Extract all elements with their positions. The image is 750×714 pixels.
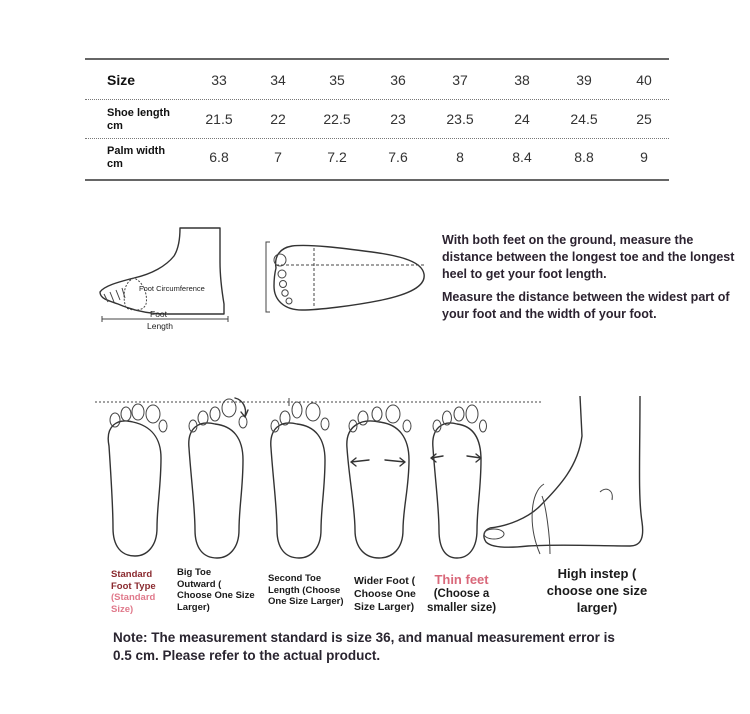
instruction-paragraph-2: Measure the distance between the widest part of your foot and the width of your foot. [442, 290, 730, 321]
palm-width-cell: 8.4 [512, 149, 532, 165]
foot-side-view-illustration [96, 222, 236, 334]
caption-high-instep [540, 565, 654, 616]
shoe-length-cell: 24 [514, 111, 530, 127]
shoe-length-cell: 25 [636, 111, 652, 127]
caption-big-toe-outward [177, 567, 255, 613]
foot-types-illustration [95, 396, 545, 566]
palm-width-cell: 7.2 [327, 149, 347, 165]
header-size-cell: 37 [452, 72, 468, 88]
caption-line: Size) [111, 603, 134, 615]
caption-line: (Choose a [433, 588, 490, 600]
shoe-length-label-line1: Shoe length [107, 107, 170, 119]
palm-width-cell: 8 [456, 149, 464, 165]
standard-foot [108, 404, 167, 556]
big-toe [484, 529, 504, 539]
header-size-cell: 39 [576, 72, 592, 88]
caption-line: Foot Type [111, 580, 156, 592]
header-size-cell: 33 [211, 72, 227, 88]
header-size-cell: 36 [390, 72, 406, 88]
big-toe-outward-foot [189, 398, 248, 558]
caption-line: (Standard [111, 592, 156, 603]
caption-line: larger) [576, 600, 618, 615]
bracket-left [266, 242, 270, 312]
caption-line: Second Toe [268, 573, 322, 584]
foot-top-outline [274, 245, 424, 310]
caption-line: Thin feet [434, 572, 489, 587]
header-size-cell: 40 [636, 72, 652, 88]
caption-line: Outward ( [177, 578, 222, 590]
caption-second-toe-length [268, 573, 344, 608]
table-top-rule [85, 58, 669, 60]
high-instep-outline [484, 396, 643, 547]
caption-line: Choose One [354, 588, 416, 600]
caption-line: Choose One Size [177, 590, 255, 601]
ankle-bone [600, 489, 612, 500]
toe-3 [280, 281, 287, 288]
caption-thin-feet [427, 573, 496, 615]
shoe-length-label [107, 107, 170, 133]
palm-width-cell: 9 [640, 149, 648, 165]
table-row-divider [85, 99, 669, 100]
shoe-length-cell: 23 [390, 111, 406, 127]
palm-width-label [107, 145, 165, 171]
foot-length-label-line1: Foot [150, 309, 168, 319]
measurement-note: Note: The measurement standard is size 36, and manual measurement error is 0.5 cm. Please refer to the actual product. [113, 630, 615, 663]
toe-5 [286, 298, 292, 304]
caption-line: smaller size) [427, 602, 497, 614]
palm-width-cell: 6.8 [209, 149, 229, 165]
caption-line: Length (Choose [268, 584, 341, 596]
header-size-cell: 35 [329, 72, 345, 88]
caption-standard-foot [111, 569, 156, 615]
caption-line: High instep ( [557, 566, 637, 581]
shoe-length-cell: 21.5 [205, 111, 233, 127]
wider-foot [347, 405, 411, 558]
header-size-label: Size [107, 72, 136, 88]
palm-width-label-line1: Palm width [107, 145, 166, 157]
table-row-divider [85, 138, 669, 139]
instruction-paragraph-1: With both feet on the ground, measure the distance between the longest toe and the longest heel to get your foot length. [442, 233, 735, 281]
circumference-loop [124, 278, 146, 310]
foot-top-view-illustration [262, 238, 434, 318]
caption-line: Wider Foot ( [354, 575, 416, 587]
shoe-length-cell: 22 [270, 111, 286, 127]
palm-width-cell: 7.6 [388, 149, 408, 165]
caption-line: Larger) [177, 601, 210, 613]
foot-circumference-label: Foot Circumference [139, 284, 205, 293]
palm-width-cell: 8.8 [574, 149, 594, 165]
shoe-length-cell: 22.5 [323, 111, 351, 127]
toe-lines [104, 288, 125, 302]
toe-2 [278, 270, 286, 278]
foot-length-label-line2: Length [147, 321, 173, 331]
caption-line: choose one size [546, 583, 648, 598]
caption-wider-foot [354, 575, 416, 614]
caption-line: One Size Larger) [268, 596, 344, 607]
foot-side-outline [100, 228, 224, 314]
palm-width-label-line2: cm [107, 158, 123, 170]
caption-line: Big Toe [177, 567, 212, 578]
thin-foot [431, 405, 487, 558]
caption-line: Size Larger) [354, 601, 415, 613]
header-size-cell: 38 [514, 72, 530, 88]
shoe-length-cell: 23.5 [446, 111, 474, 127]
second-toe-long-foot [271, 398, 329, 558]
high-instep-illustration [480, 396, 650, 558]
shoe-length-cell: 24.5 [570, 111, 598, 127]
palm-width-cell: 7 [274, 149, 282, 165]
shoe-length-label-line2: cm [107, 120, 123, 132]
caption-line: Standard [111, 569, 153, 580]
instep-band [532, 484, 550, 554]
toe-4 [282, 290, 288, 296]
header-size-cell: 34 [270, 72, 286, 88]
table-bottom-rule [85, 179, 669, 181]
